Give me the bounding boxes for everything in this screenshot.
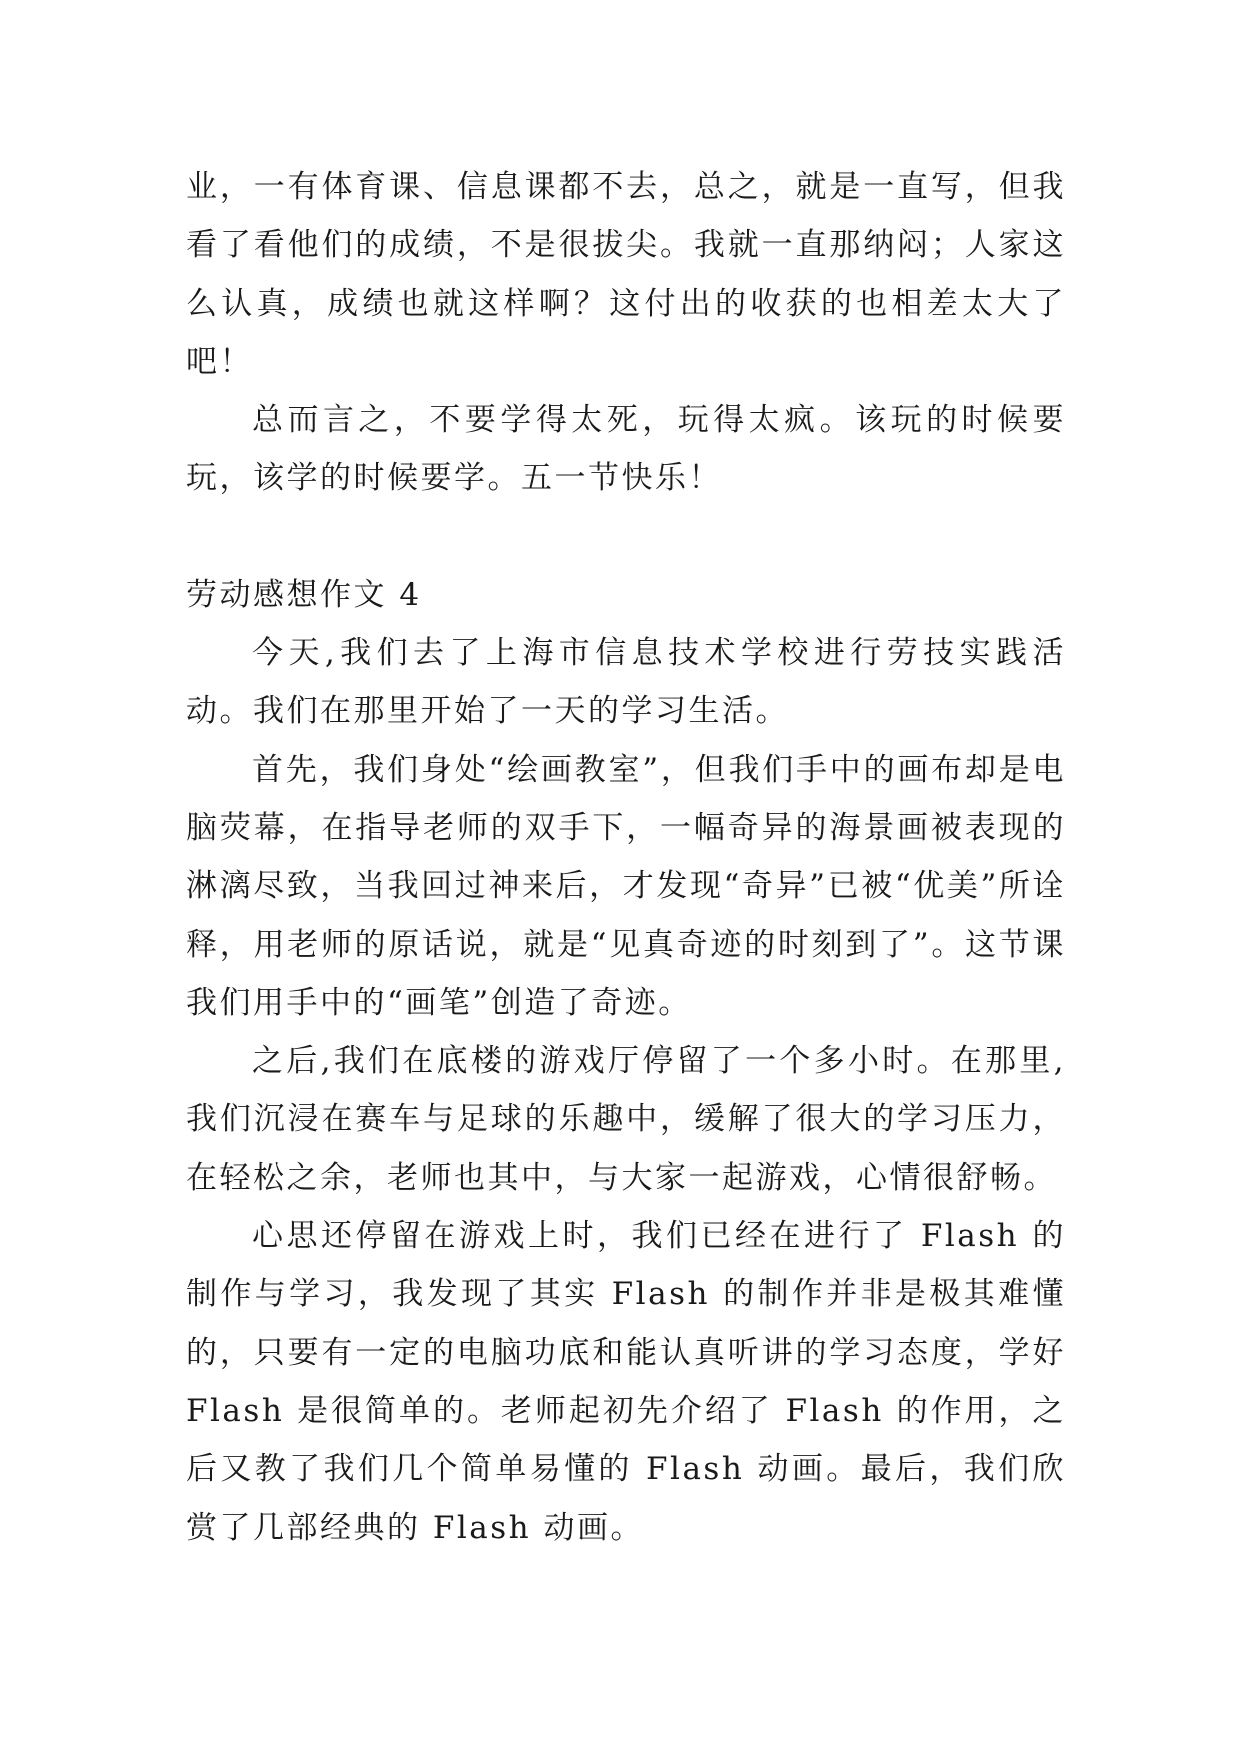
paragraph: 今天,我们去了上海市信息技术学校进行劳技实践活动。我们在那里开始了一天的学习生活。 [186,635,1066,730]
section-spacer [186,508,1066,566]
document-body [186,158,1066,1557]
paragraph: 首先，我们身处“绘画教室”，但我们手中的画布却是电脑荧幕，在指导老师的双手下，一幅奇异的海景画被表现的淋漓尽致，当我回过神来后，才发现“奇异”已被“优美”所诠释，用老师的原话说，就是“见真奇迹的时刻到了”。这节课我们用手中的“画笔”创造了奇迹。 [186,751,1066,1021]
paragraph: 之后,我们在底楼的游戏厅停留了一个多小时。在那里,我们沉浸在赛车与足球的乐趣中，缓解了很大的学习压力，在轻松之余，老师也其中，与大家一起游戏，心情很舒畅。 [186,1043,1066,1196]
section-title: 劳动感想作文 4 [186,576,422,613]
paragraph: 心思还停留在游戏上时，我们已经在进行了 Flash 的制作与学习，我发现了其实 Flash 的制作并非是极其难懂的，只要有一定的电脑功底和能认真听讲的学习态度，学好 Flash 是很简单的。老师起初先介绍了 Flash 的作用，之后又教了我们几个简单易懂的 Flash 动画。最后，我们欣赏了几部经典的 Flash 动画。 [186,1218,1066,1546]
paragraph-conclusion: 总而言之，不要学得太死，玩得太疯。该玩的时候要玩，该学的时候要学。五一节快乐！ [186,402,1066,497]
paragraph-continued: 业，一有体育课、信息课都不去，总之，就是一直写，但我看了看他们的成绩，不是很拔尖。我就一直那纳闷；人家这么认真，成绩也就这样啊？这付出的收获的也相差太大了吧！ [186,169,1066,380]
